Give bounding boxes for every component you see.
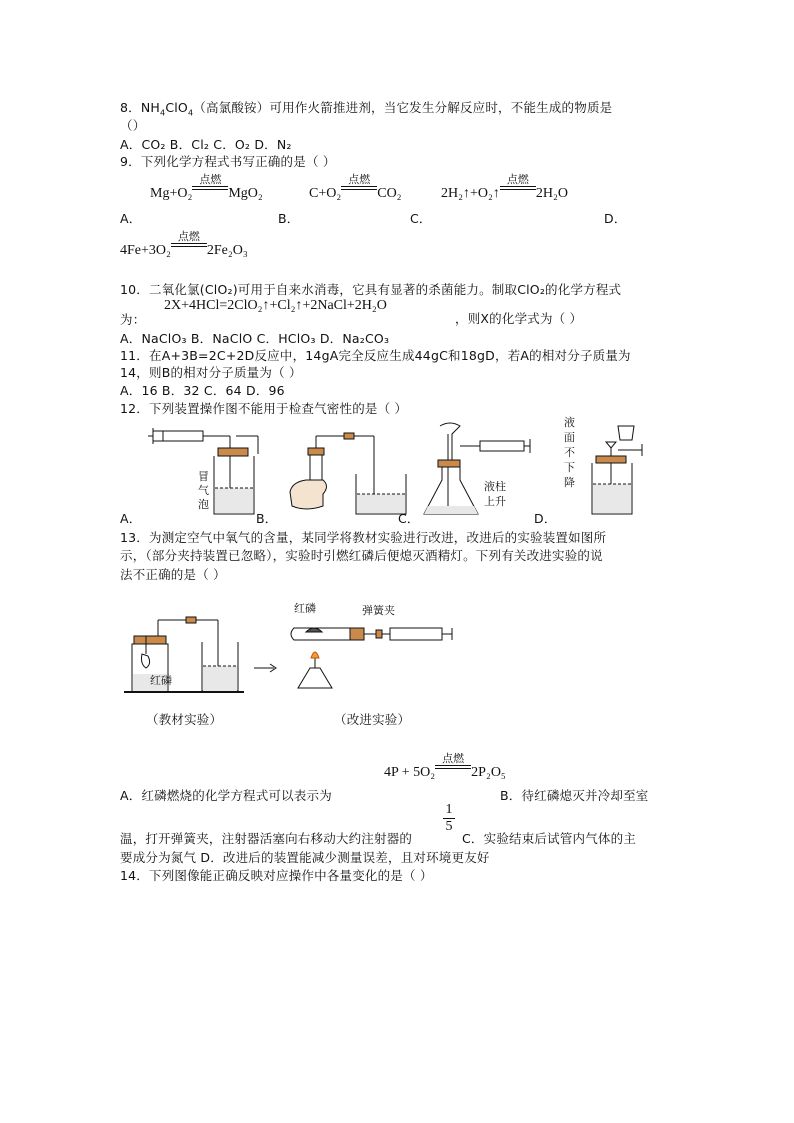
q9-label-d: D． (604, 211, 627, 226)
q13-improved-setup (291, 628, 452, 688)
q13-label-clip: 弹簧夹 (362, 604, 395, 617)
q13-label-phos-right: 红磷 (294, 602, 316, 615)
q8-options: A．CO₂ B．Cl₂ C．O₂ D．N₂ (120, 137, 292, 152)
q12-apparatus-b (290, 433, 406, 514)
q12-label-bubble-3: 泡 (198, 498, 209, 511)
q10-suffix: ，则X的化学式为（ ） (455, 311, 583, 326)
q11-line2: 14，则B的相对分子质量为（ ） (120, 365, 302, 380)
q13-apparatus-figure (118, 592, 468, 702)
q12-apparatus-d (592, 426, 642, 514)
q12-label-nodrop-3: 不 (564, 446, 575, 459)
q13-textbook-setup (124, 617, 244, 692)
q8-stem: 8．$NH_4ClO_4$（高氯酸铵）可用作火箭推进剂，当它发生分解反应时，不能生成的物质是 (120, 100, 613, 118)
q13-fraction-numerator: 1 (445, 802, 453, 817)
q9-eq-b: C+O₂ 点燃 CO₂ (309, 173, 402, 201)
q9-eq-c: 2H₂↑+O₂↑ 点燃 2H₂O (441, 173, 568, 201)
q12-label-nodrop-2: 面 (564, 431, 575, 444)
q13-option-a: A．红磷燃烧的化学方程式可以表示为 (120, 788, 332, 803)
q13-line1: 13．为测定空气中氧气的含量，某同学将教材实验进行改进，改进后的实验装置如图所 (120, 530, 607, 545)
q12-label-bubble-2: 气 (198, 484, 209, 497)
q14-stem: 14．下列图像能正确反映对应操作中各量变化的是（ ） (120, 868, 433, 883)
q12-option-b: B． (256, 511, 278, 526)
q10-equation: 2X+4HCl=2ClO₂↑+Cl₂↑+2NaCl+2H₂O (164, 298, 387, 313)
q13-line-b2a: 温，打开弹簧夹，注射器活塞向右移动大约注射器的 (120, 831, 413, 846)
q13-caption-right: （改进实验） (334, 712, 411, 727)
q9-eq-a: Mg+O₂ 点燃 MgO₂ (150, 173, 263, 201)
q13-line-b2b: C．实验结束后试管内气体的主 (462, 831, 637, 846)
q9-label-b: B． (278, 211, 300, 226)
q12-option-a: A． (120, 511, 142, 526)
q12-option-d: D． (534, 511, 557, 526)
q11-line1: 11．在A+3B=2C+2D反应中，14gA完全反应生成44gC和18gD，若A的相对分子质量为 (120, 348, 631, 363)
q12-label-nodrop-1: 液 (564, 416, 575, 429)
q13-line3: 法不正确的是（ ） (120, 567, 226, 582)
q13-caption-left: （教材实验） (146, 712, 223, 727)
q9-eq-d: 4Fe+3O₂ 点燃 2Fe₂O₃ (120, 230, 248, 258)
q13-line-b3: 要成分为氮气 D．改进后的装置能减少测量误差，且对环境更友好 (120, 850, 490, 865)
q10-prefix: 为： (120, 312, 146, 327)
q12-option-c: C． (398, 511, 420, 526)
q9-label-c: C． (410, 211, 432, 226)
q9-label-a: A． (120, 211, 142, 226)
q12-label-rise-1: 液柱 (484, 480, 506, 493)
q13-fraction-denominator: 5 (445, 819, 453, 834)
q12-stem: 12．下列装置操作图不能用于检查气密性的是（ ） (120, 401, 408, 416)
q10-options: A．NaClO₃ B．NaClO C．HClO₃ D．Na₂CO₃ (120, 331, 390, 346)
q12-label-bubble-1: 冒 (198, 470, 209, 483)
q12-label-nodrop-5: 降 (564, 476, 575, 489)
q12-label-rise-2: 上升 (484, 495, 506, 508)
q13-label-phos-left: 红磷 (150, 674, 172, 687)
q13-line2: 示，（部分夹持装置已忽略），实验时引燃红磷后便熄灭酒精灯。下列有关改进实验的说 (120, 548, 603, 563)
q13-equation: 4P + 5O₂ 点燃 2P₂O₅ (384, 752, 506, 780)
q13-fraction (443, 802, 455, 835)
q8-bracket: （） (120, 118, 146, 133)
q12-label-nodrop-4: 下 (564, 461, 575, 474)
q10-stem: 10．二氧化氯(ClO₂)可用于自来水消毒，它具有显著的杀菌能力。制取ClO₂的化学方程式 (120, 282, 622, 297)
q11-options: A．16 B．32 C．64 D．96 (120, 383, 285, 398)
q9-stem: 9．下列化学方程式书写正确的是（ ） (120, 154, 336, 169)
q13-option-b: B．待红磷熄灭并冷却至室 (500, 788, 649, 803)
q12-apparatus-c (424, 423, 530, 514)
